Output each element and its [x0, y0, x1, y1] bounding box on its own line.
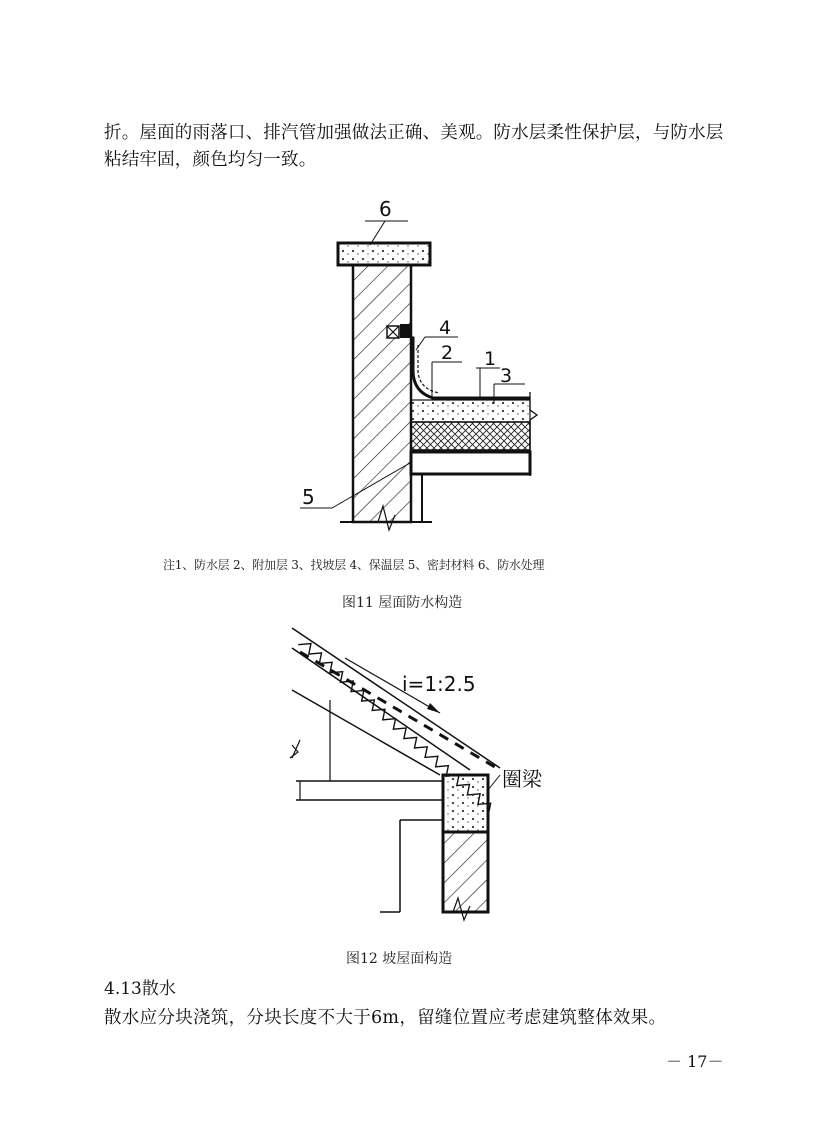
figure11-drawing	[300, 197, 537, 530]
slope-label: i=1:2.5	[402, 672, 476, 696]
figure12-caption: 图12 坡屋面构造	[346, 951, 453, 967]
callout-6: 6	[379, 197, 392, 221]
top-paragraph: 折。屋面的雨落口、排汽管加强做法正确、美观。防水层柔性保护层，与防水层粘结牢固，颜色均匀一致。	[104, 123, 724, 170]
callout-2: 2	[441, 342, 454, 364]
figure11-caption: 图11 屋面防水构造	[342, 595, 463, 611]
beam-label: 圈梁	[502, 767, 542, 791]
screed-layer	[411, 400, 530, 422]
wall-below	[443, 832, 488, 912]
coping-cap	[338, 243, 430, 265]
callout-3: 3	[500, 365, 513, 387]
insulation-layer	[411, 422, 530, 450]
page-number: － 17－	[666, 1052, 724, 1071]
callout-4: 4	[439, 317, 452, 339]
figure12-drawing	[278, 628, 543, 920]
callout-5: 5	[302, 485, 315, 509]
section-heading: 4.13散水	[104, 979, 176, 999]
figure11-note: 注1、防水层 2、附加层 3、找坡层 4、保温层 5、密封材料 6、防水处理	[163, 558, 545, 572]
parapet-wall	[353, 265, 411, 522]
callout-1: 1	[484, 348, 497, 370]
ring-beam	[443, 775, 488, 832]
body-text: 散水应分块浇筑，分块长度不大于6m，留缝位置应考虑建筑整体效果。	[104, 1008, 667, 1028]
roof-slab	[411, 452, 530, 474]
